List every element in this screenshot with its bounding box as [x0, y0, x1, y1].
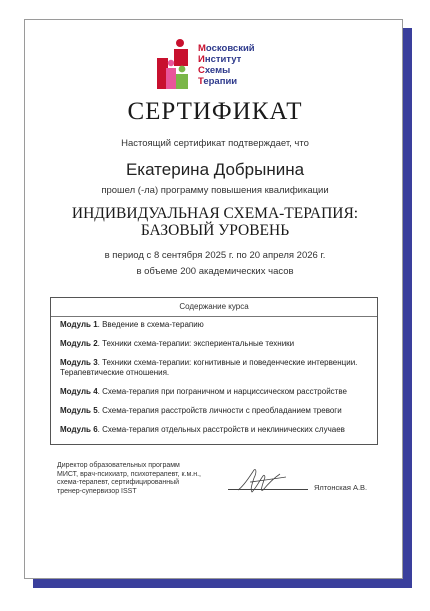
logo-figure-icon	[156, 38, 198, 98]
program-title-line-2: БАЗОВЫЙ УРОВЕНЬ	[140, 222, 290, 239]
confirm-text: Настоящий сертификат подтверждает, что	[121, 138, 309, 149]
module-item: Модуль 2. Техники схема-терапии: экспериентальные техники	[60, 339, 295, 348]
handwritten-signature	[230, 466, 300, 498]
module-item: Модуль 5. Схема-терапия расстройств личности с преобладанием тревоги	[60, 406, 342, 415]
module-item: Модуль 6. Схема-терапия отдельных расстройств и неклинических случаев	[60, 425, 345, 434]
signatory-title-line: схема-терапевт, сертифицированный	[57, 479, 180, 487]
study-period: в период с 8 сентября 2025 г. по 20 апреля 2026 г.	[104, 250, 326, 261]
signatory-title-line: МИСТ, врач-психиатр, психотерапевт, к.м.н.,	[57, 470, 201, 478]
institute-logo	[156, 38, 286, 98]
logo-line-1: Московский	[198, 43, 255, 54]
program-title	[0, 205, 430, 239]
logo-line-2: Институт	[198, 54, 242, 65]
module-list	[51, 317, 377, 435]
course-content-header: Содержание курса	[51, 298, 377, 317]
certificate-title: СЕРТИФИКАТ	[127, 98, 303, 125]
signatory-name: Ялтонская А.В.	[314, 483, 368, 492]
passed-text: прошел (-ла) программу повышения квалификации	[101, 185, 329, 196]
signature-line	[228, 489, 308, 490]
program-title-line-1: ИНДИВИДУАЛЬНАЯ СХЕМА-ТЕРАПИЯ:	[71, 205, 359, 222]
module-item: Модуль 1. Введение в схема-терапию	[60, 320, 204, 329]
module-item: Модуль 4. Схема-терапия при пограничном и нарциссическом расстройстве	[60, 387, 347, 396]
signatory-title	[57, 462, 205, 496]
signatory-title-line: Директор образовательных программ	[57, 462, 180, 469]
signatory-title-line: тренер-супервизор ISST	[57, 487, 137, 495]
logo-line-3: Схемы	[198, 65, 231, 76]
logo-line-4: Терапии	[198, 76, 238, 87]
course-content-box	[50, 297, 378, 445]
logo-wordmark	[198, 43, 255, 87]
study-volume: в объеме 200 академических часов	[136, 266, 294, 277]
recipient-name: Екатерина Добрынина	[125, 160, 305, 179]
module-item: Модуль 3. Техники схема-терапии: когнитивные и поведенческие интервенции. Терапевтические отношения.	[60, 358, 358, 377]
